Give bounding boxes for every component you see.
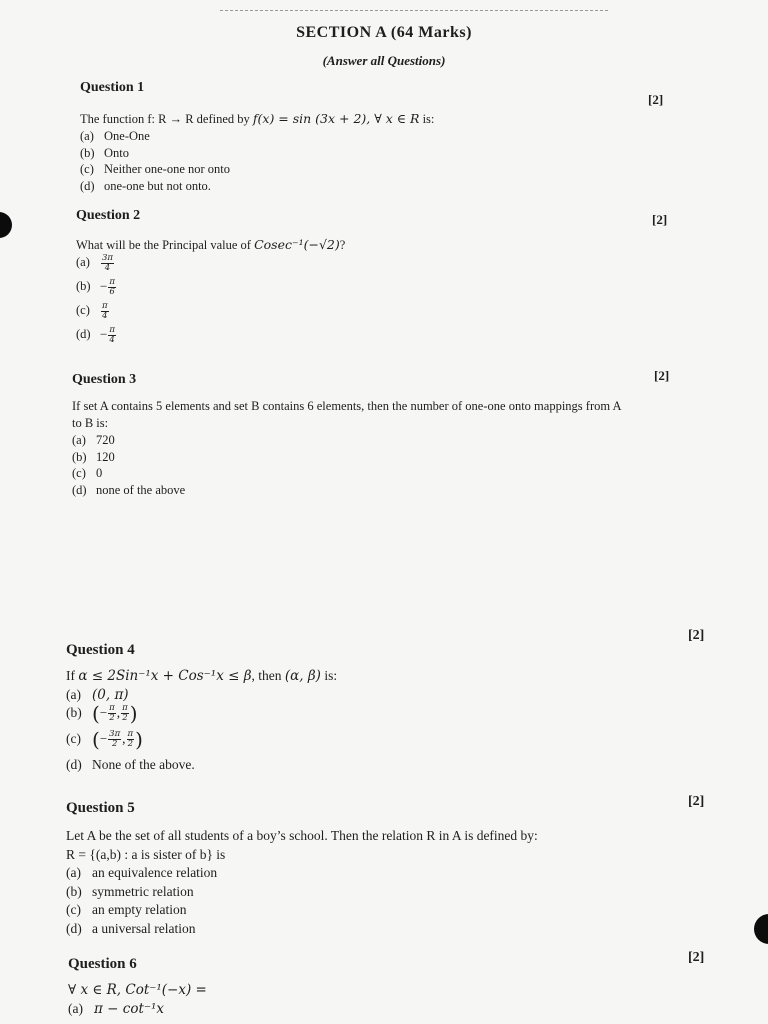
option-c: (c) $\frac{\pi}{4}$ — [76, 301, 108, 321]
marks-label: [2] — [688, 950, 705, 965]
option-a: (a) an equivalence relation — [66, 865, 218, 880]
question-stem: ∀ x ∈ R, Cot⁻¹(−x) = — [68, 982, 207, 998]
stem-math: Cosec⁻¹(−√2) — [254, 237, 340, 252]
question-title: Question 2 — [76, 208, 141, 223]
stem-math: f(x) = sin (3x + 2), ∀ x ∈ R — [252, 111, 420, 126]
option-c: (c) (− $\frac{3\pi}{2}$ , $\frac{\pi}{2}$ ) — [66, 727, 143, 752]
option-a: (a) π − cot⁻¹x — [68, 1000, 165, 1017]
stem-text-end: is: — [419, 112, 435, 126]
option-d: (d) a universal relation — [66, 920, 196, 936]
option-d: (d) None of the above. — [66, 757, 195, 772]
option-d: (d) none of the above — [72, 482, 186, 497]
question-title: Question 4 — [66, 642, 135, 658]
question-stem: What will be the Principal value of Cosec⁻¹(−√2)? — [76, 237, 346, 252]
question-1 — [80, 80, 700, 194]
option-b: (b) Onto — [80, 145, 129, 160]
option-c: (c) an empty relation — [66, 902, 187, 917]
option-d: (d) one-one but not onto. — [80, 178, 211, 193]
question-5 — [66, 794, 716, 938]
option-a: (a) (0, π) — [66, 686, 129, 703]
question-title: Question 6 — [68, 956, 137, 972]
option-a: (a) One-One — [80, 129, 150, 143]
option-a: (a) $\frac{3\pi}{4}$ — [76, 253, 113, 273]
question-stem — [80, 110, 700, 128]
section-subtitle: (Answer all Questions) — [322, 53, 446, 68]
stem-math: α ≤ 2Sin⁻¹x + Cos⁻¹x ≤ β — [78, 668, 252, 684]
question-6 — [68, 950, 718, 1018]
option-d: (d) − $\frac{\pi}{4}$ — [76, 325, 115, 345]
marks-label: [2] — [688, 628, 705, 643]
question-3 — [72, 368, 672, 498]
option-c: (c) Neither one-one nor onto — [80, 162, 231, 176]
punch-hole-left — [0, 212, 12, 238]
option-c: (c) 0 — [72, 466, 103, 480]
marks-label: [2] — [654, 368, 670, 383]
option-a: (a) 720 — [72, 433, 115, 447]
relation-definition: R = {(a,b) : a is sister of b} is — [66, 846, 226, 862]
marks-label: [2] — [688, 794, 705, 809]
marks-label: [2] — [648, 92, 664, 107]
question-stem: If set A contains 5 elements and set B contains 6 elements, then the number of one-one onto mappings from A to B is: — [72, 399, 621, 430]
option-b: (b) symmetric relation — [66, 883, 194, 899]
punch-hole-right — [754, 914, 768, 944]
section-title: SECTION A (64 Marks) — [296, 24, 472, 41]
option-b: (b) − $\frac{\pi}{6}$ — [76, 277, 115, 297]
question-2 — [76, 208, 696, 350]
marks-label: [2] — [652, 212, 668, 227]
question-title: Question 1 — [80, 80, 145, 95]
stem-text: The function f: R → R defined by — [80, 112, 253, 126]
question-stem: Let A be the set of all students of a boy’s school. Then the relation R in A is defined by: — [66, 828, 538, 843]
option-b: (b) 120 — [72, 449, 115, 464]
question-title: Question 3 — [72, 372, 137, 387]
question-stem: If α ≤ 2Sin⁻¹x + Cos⁻¹x ≤ β, then (α, β) is: — [66, 668, 338, 684]
question-title: Question 5 — [66, 800, 135, 816]
option-b: (b) (− $\frac{\pi}{2}$ , $\frac{\pi}{2}$ ) — [66, 701, 138, 726]
top-dashed-line — [220, 10, 608, 11]
question-4 — [66, 628, 716, 775]
